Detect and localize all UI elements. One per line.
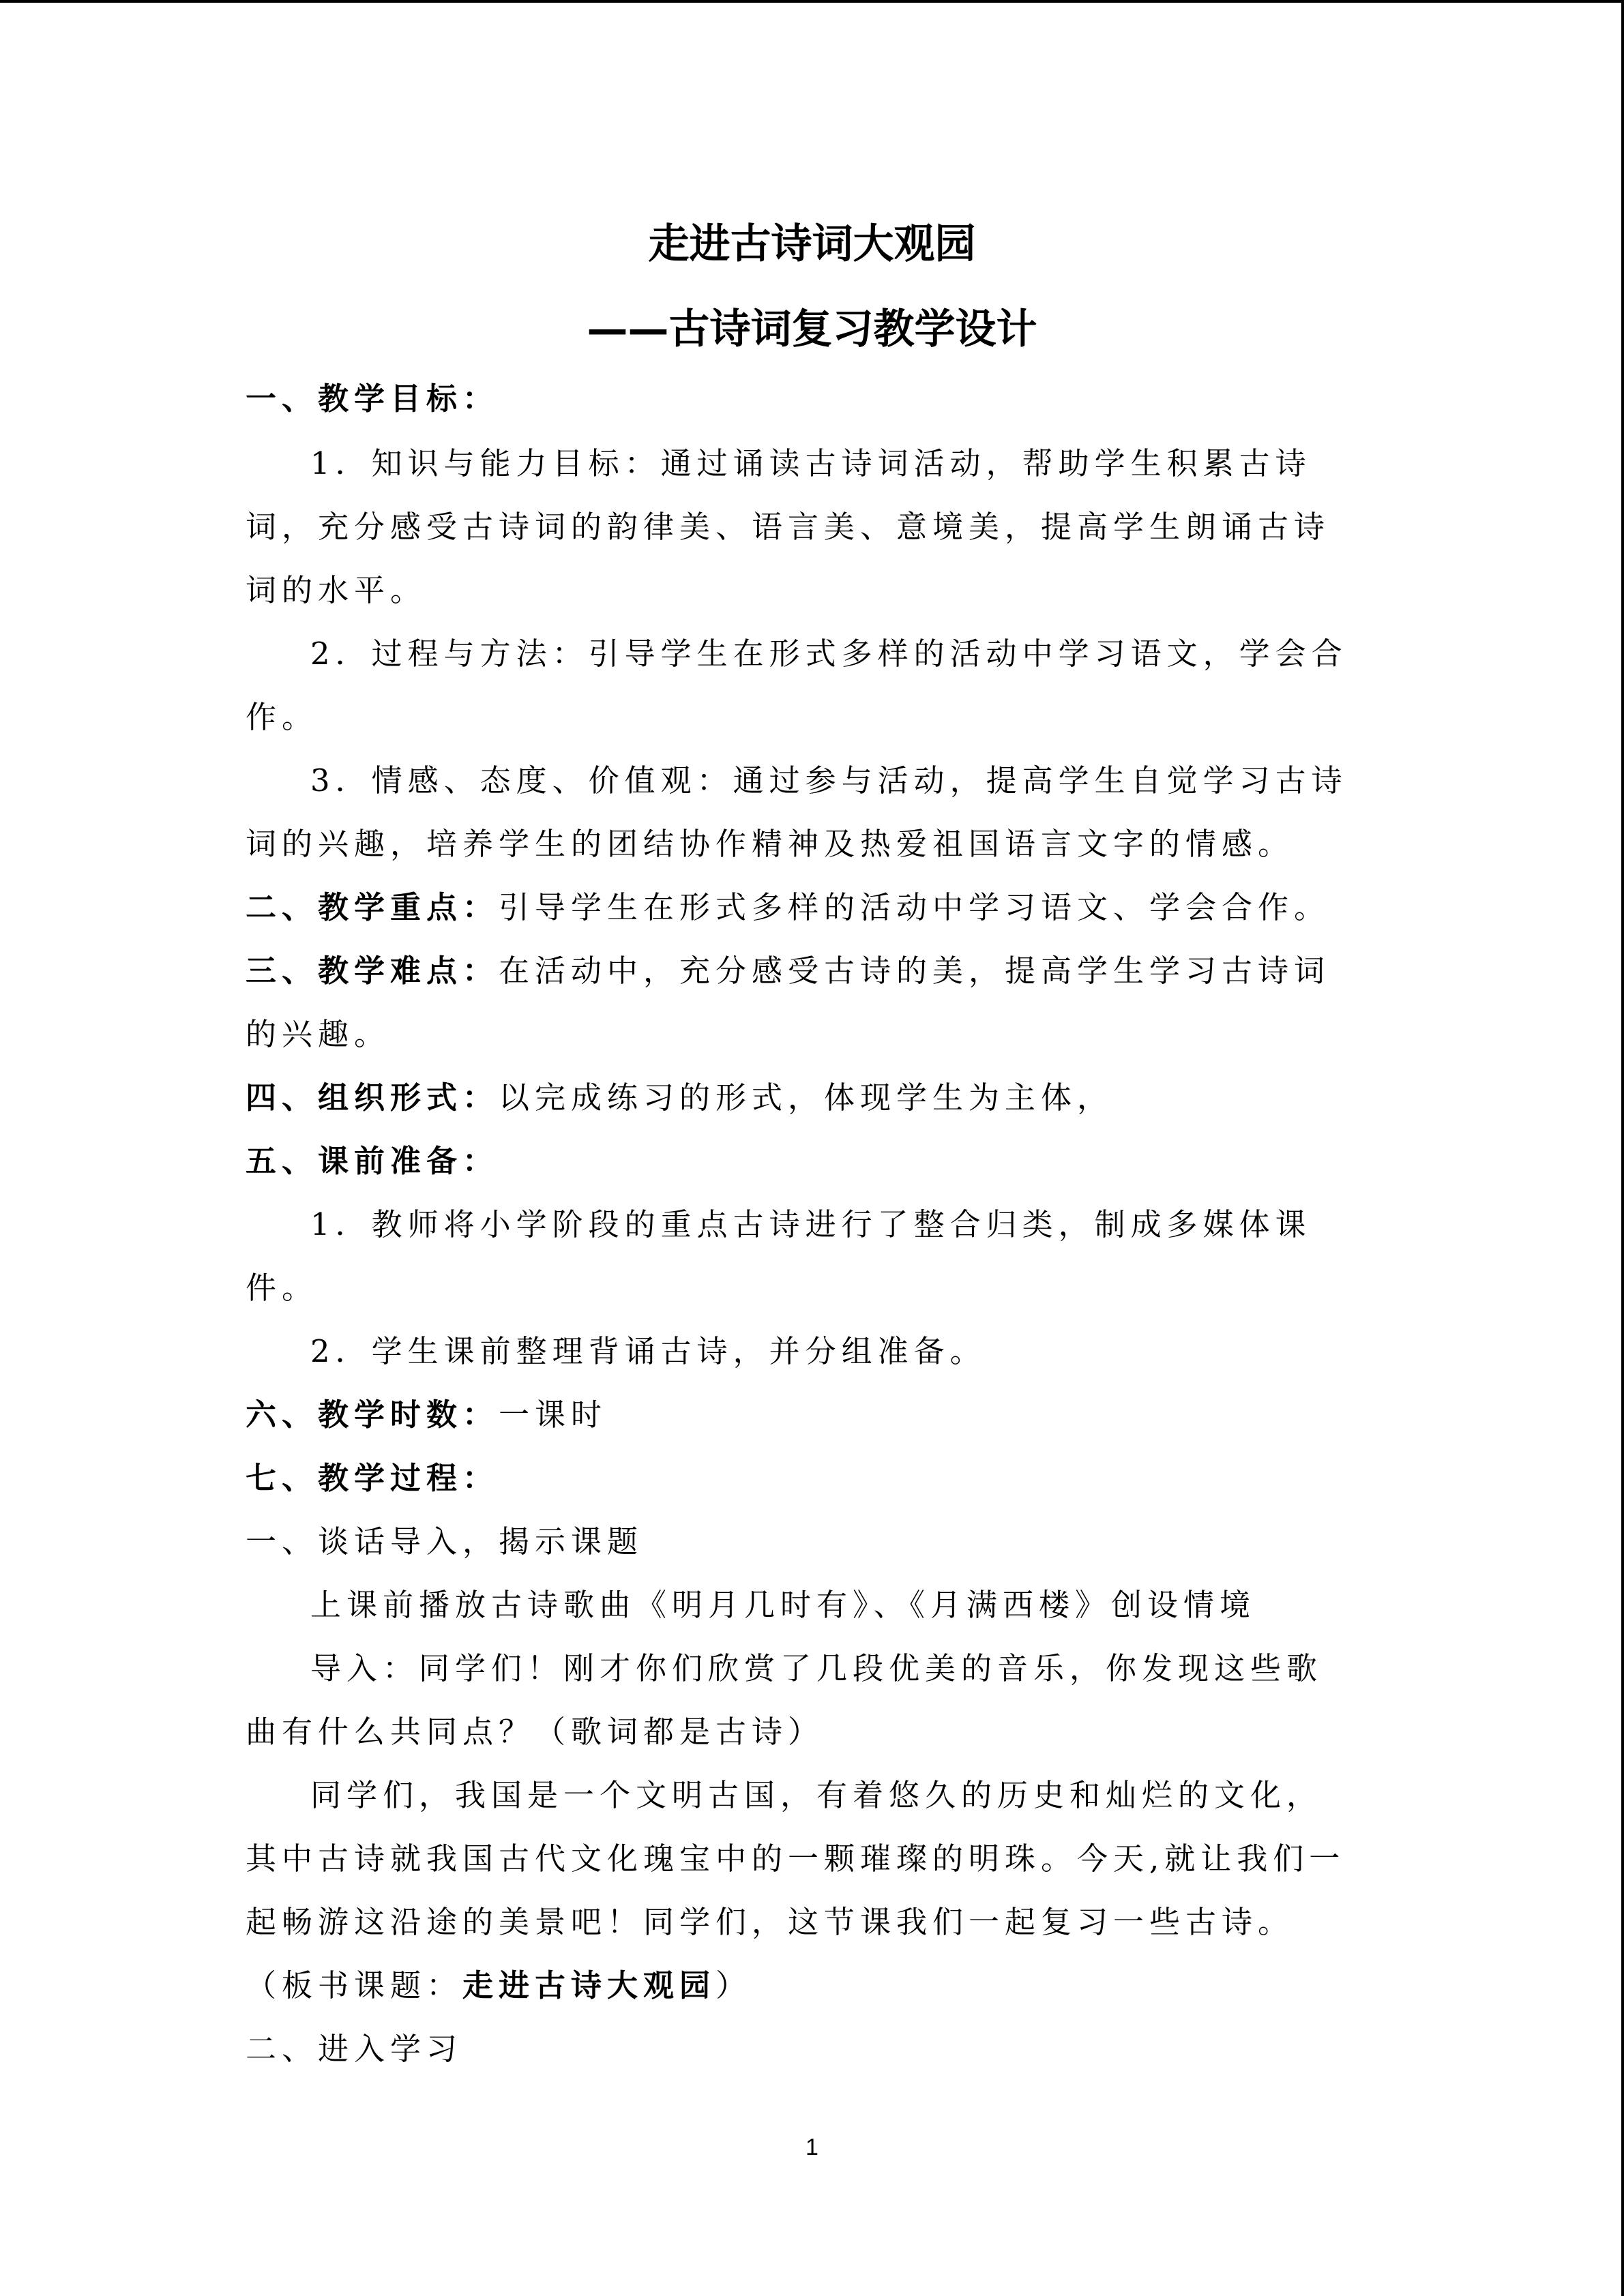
preparation-1-line-2: 件。 xyxy=(246,1270,319,1306)
process-paragraph-2-line-1: 导入：同学们！刚才你们欣赏了几段优美的音乐，你发现这些歌 xyxy=(310,1650,1323,1686)
objective-1-line-3: 词的水平。 xyxy=(246,572,427,608)
hours-label: 六、教学时数： xyxy=(246,1397,499,1433)
section-difficulties xyxy=(246,951,1330,992)
difficulties-text-line-2: 的兴趣。 xyxy=(246,1016,391,1052)
section-key-points xyxy=(246,887,1330,928)
section-hours xyxy=(246,1395,607,1435)
board-note-prefix: （板书课题： xyxy=(246,1967,463,2003)
board-title-note xyxy=(246,1965,752,2006)
objective-1-line-2: 词，充分感受古诗词的韵律美、语言美、意境美，提高学生朗诵古诗 xyxy=(246,509,1331,545)
process-paragraph-3-line-3: 起畅游这沿途的美景吧！同学们，这节课我们一起复习一些古诗。 xyxy=(246,1904,1295,1940)
top-border xyxy=(0,0,1624,3)
process-step-1-heading: 一、谈话导入，揭示课题 xyxy=(246,1523,644,1560)
key-points-text: 引导学生在形式多样的活动中学习语文、学会合作。 xyxy=(499,889,1331,925)
key-points-label: 二、教学重点： xyxy=(246,889,499,925)
preparation-2: 2．学生课前整理背诵古诗，并分组准备。 xyxy=(310,1333,986,1369)
document-title: 走进古诗词大观园 xyxy=(648,220,976,268)
objective-3-line-2: 词的兴趣，培养学生的团结协作精神及热爱祖国语言文字的情感。 xyxy=(246,826,1295,862)
section-organization xyxy=(246,1077,1113,1118)
preparation-1-line-1: 1．教师将小学阶段的重点古诗进行了整合归类，制成多媒体课 xyxy=(310,1206,1312,1242)
difficulties-text-line-1: 在活动中，充分感受古诗的美，提高学生学习古诗词 xyxy=(499,953,1331,989)
organization-label: 四、组织形式： xyxy=(246,1079,499,1116)
process-paragraph-3-line-2: 其中古诗就我国古代文化瑰宝中的一颗璀璨的明珠。今天,就让我们一 xyxy=(246,1840,1346,1877)
board-note-title: 走进古诗大观园 xyxy=(462,1967,716,2003)
board-note-suffix: ） xyxy=(715,1967,752,2003)
objective-3-line-1: 3．情感、态度、价值观：通过参与活动，提高学生自觉学习古诗 xyxy=(310,762,1348,799)
page-number: 1 xyxy=(806,2134,818,2160)
process-step-2-heading: 二、进入学习 xyxy=(246,2031,463,2067)
objective-2-line-2: 作。 xyxy=(246,699,319,735)
objective-1-line-1: 1．知识与能力目标：通过诵读古诗词活动，帮助学生积累古诗 xyxy=(310,445,1312,481)
document-subtitle: ——古诗词复习教学设计 xyxy=(587,305,1037,353)
section-heading-objectives: 一、教学目标： xyxy=(246,381,499,417)
organization-text: 以完成练习的形式，体现学生为主体， xyxy=(499,1079,1114,1116)
hours-text: 一课时 xyxy=(499,1397,608,1433)
section-heading-preparation: 五、课前准备： xyxy=(246,1143,499,1179)
section-heading-process: 七、教学过程： xyxy=(246,1460,499,1496)
objective-2-line-1: 2．过程与方法：引导学生在形式多样的活动中学习语文，学会合 xyxy=(310,636,1348,672)
process-paragraph-1: 上课前播放古诗歌曲《明月几时有》、《月满西楼》创设情境 xyxy=(310,1587,1256,1623)
process-paragraph-3-line-1: 同学们，我国是一个文明古国，有着悠久的历史和灿烂的文化， xyxy=(310,1777,1323,1813)
difficulties-label: 三、教学难点： xyxy=(246,953,499,989)
process-paragraph-2-line-2: 曲有什么共同点？（歌词都是古诗） xyxy=(246,1714,825,1750)
